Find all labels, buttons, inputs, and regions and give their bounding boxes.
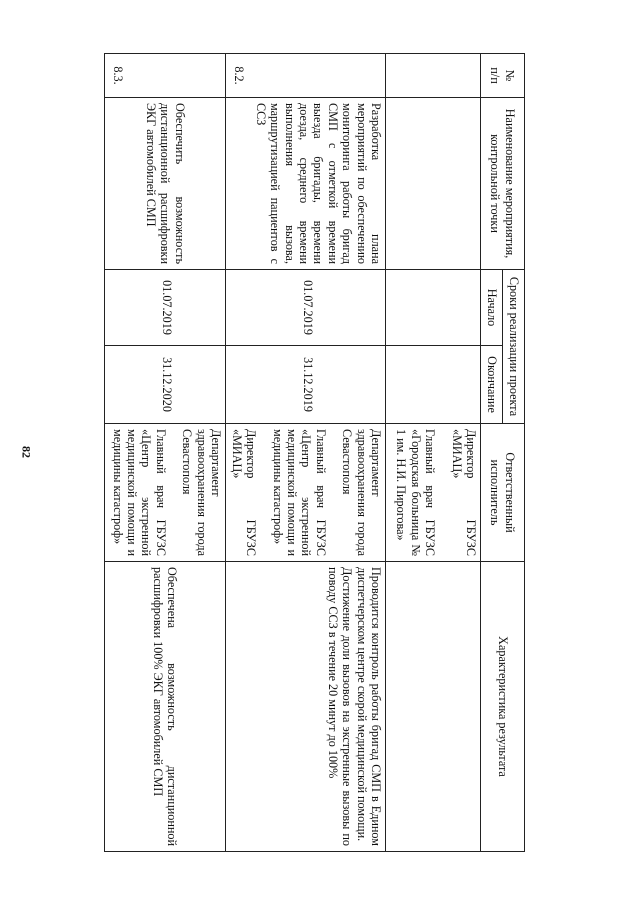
row-number: 8.2. (226, 54, 386, 98)
page-number: 82 (19, 446, 34, 458)
header-end: Окончание (481, 346, 503, 424)
row-responsible: Департамент здравоохранения города Севастополя Главный врач ГБУЗС «Центр экстренной медицинской помощи и медицины катастроф» (105, 424, 226, 562)
table-row (226, 54, 386, 852)
row-number: 8.3. (105, 54, 226, 98)
row-result: Проводится контроль работы бригад СМП в Едином диспетчерском центре скорой медицинской помощи. Достижение доли вызовов на экстренные вызовы по поводу ССЗ в течение 20 минут до 100% (226, 562, 386, 852)
row-number (386, 54, 481, 98)
header-name: Наименование мероприятия, контрольной точки (481, 98, 525, 270)
rotated-document (105, 53, 525, 851)
row-responsible: Директор ГБУЗС «МИАЦ» Главный врач ГБУЗС «Городская больница № 1 им. Н.И. Пирогова» (386, 424, 481, 562)
header-responsible: Ответственный исполнитель (481, 424, 525, 562)
row-result (386, 562, 481, 852)
header-start: Начало (481, 270, 503, 346)
table-row (105, 54, 226, 852)
row-start: 01.07.2019 (226, 270, 386, 346)
row-end (386, 346, 481, 424)
table-row (386, 54, 481, 852)
table-header-row (503, 54, 525, 852)
row-responsible: Департамент здравоохранения города Севастополя Главный врач ГБУЗС «Центр экстренной медицинской помощи и медицины катастроф» Директор ГБУЗС «МИАЦ» (226, 424, 386, 562)
row-name: Разработка плана мероприятий по обеспечению мониторинга работы бригад СМП с отметкой времени выезда бригады, времени доезда, среднего времени выполнения вызова, маршрутизацией пациентов с ССЗ (226, 98, 386, 270)
project-plan-table (104, 53, 525, 852)
row-name: Обеспечить возможность дистанционной расшифровки ЭКГ автомобилей СМП (105, 98, 226, 270)
header-terms: Сроки реализации проекта (503, 270, 525, 424)
row-result: Обеспечена возможность дистанционной расшифровки 100% ЭКГ автомобилей СМП (105, 562, 226, 852)
row-name (386, 98, 481, 270)
header-result: Характеристика результата (481, 562, 525, 852)
row-start (386, 270, 481, 346)
row-end: 31.12.2020 (105, 346, 226, 424)
row-end: 31.12.2019 (226, 346, 386, 424)
header-number: № п/п (481, 54, 525, 98)
row-start: 01.07.2019 (105, 270, 226, 346)
